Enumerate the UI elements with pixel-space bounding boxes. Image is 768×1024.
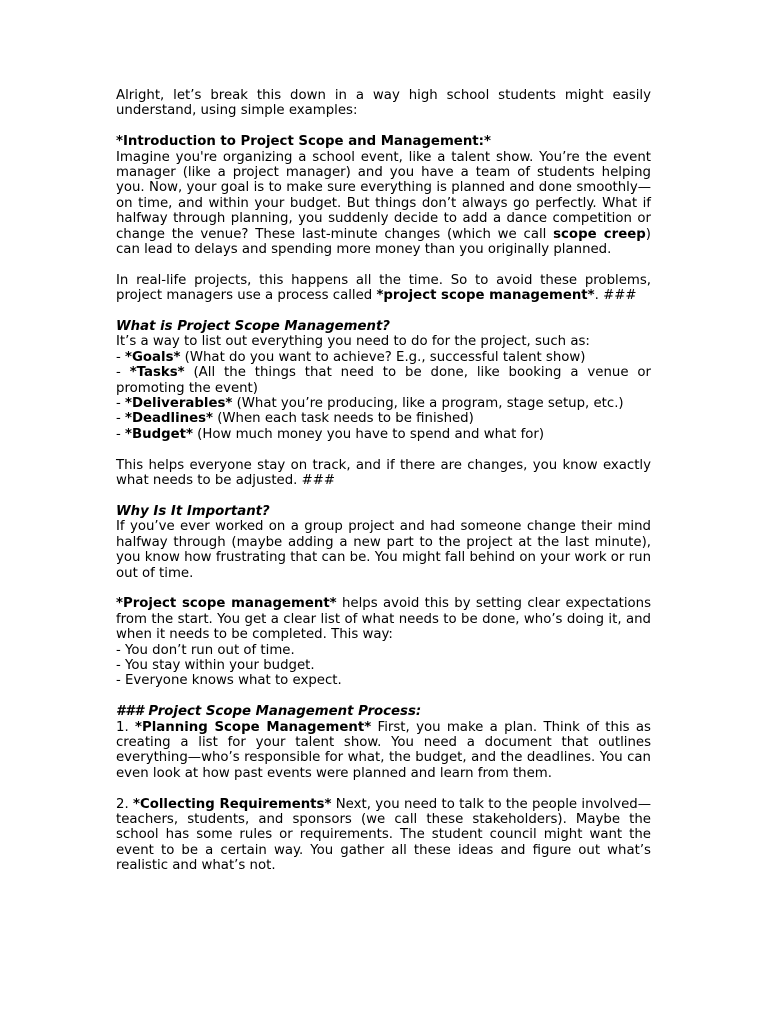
section-heading-process: ### Project Scope Management Process: <box>116 704 422 720</box>
process-step-requirements: 2. *Collecting Requirements* Next, you need to talk to the people involved—teachers, students, and sponsors (we call these stakeholders). Maybe the school has some rules or requirements. The student council might want the event to be a certain way. You gather all these ideas and figure out what’s realistic and what’s not. <box>116 796 651 874</box>
bullet-item: - Everyone knows what to expect. <box>116 673 342 689</box>
list-item-budget: - *Budget* (How much money you have to spend and what for) <box>116 426 545 442</box>
intro-paragraph: Alright, let’s break this down in a way high school students might easily understand, using simple examples: <box>116 88 651 119</box>
real-life-paragraph: In real-life projects, this happens all the time. So to avoid these problems, project managers use a process called *project scope management*. ### <box>116 272 651 304</box>
section-heading-importance: Why Is It Important? <box>116 503 270 519</box>
what-is-lead: It’s a way to list out everything you need to do for the project, such as: <box>116 334 590 350</box>
bullet-item: - You don’t run out of time. <box>116 642 295 658</box>
group-project-paragraph: If you’ve ever worked on a group project and had someone change their mind halfway through (maybe adding a new part to the project at the last minute), you know how frustrating that can be. You might fall behind on your work or run out of time. <box>116 519 651 581</box>
clear-expectations-paragraph: *Project scope management* helps avoid this by setting clear expectations from the start. You get a clear list of what needs to be done, who’s doing it, and when it needs to be completed. This way: <box>116 596 652 643</box>
process-step-planning: 1. *Planning Scope Management* First, you make a plan. Think of this as creating a list for your talent show. You need a document that outlines everything—who’s responsible for what, the budget, and the deadlines. You can even look at how past events were planned and learn from them. <box>116 719 651 781</box>
section-heading-what-is: What is Project Scope Management? <box>116 319 391 335</box>
psm-term: *project scope management* <box>376 288 595 304</box>
document-body <box>116 88 651 874</box>
scope-creep-term: scope creep <box>553 226 646 242</box>
tracking-paragraph: This helps everyone stay on track, and if there are changes, you know exactly what needs to be adjusted. ### <box>116 457 651 489</box>
intro-scope-paragraph: Imagine you're organizing a school event, like a talent show. You’re the event manager (like a project manager) and you have a team of students helping you. Now, your goal is to make sure everything is planned and done smoothly—on time, and within your budget. But things don’t always go perfectly. What if halfway through planning, you suddenly decide to add a dance competition or change the venue? These last-minute changes (which we call scope creep) can lead to delays and spending more money than you originally planned. <box>116 149 651 258</box>
psm-term-2: *Project scope management* <box>116 596 337 612</box>
bullet-item: - You stay within your budget. <box>116 657 315 673</box>
list-item-tasks: - *Tasks* (All the things that need to be done, like booking a venue or promoting the event) <box>116 365 651 396</box>
list-item-deadlines: - *Deadlines* (When each task needs to be finished) <box>116 411 474 427</box>
list-item-deliverables: - *Deliverables* (What you’re producing, like a program, stage setup, etc.) <box>116 396 624 412</box>
list-item-goals: - *Goals* (What do you want to achieve? E.g., successful talent show) <box>116 349 586 365</box>
section-heading-introduction: *Introduction to Project Scope and Management:* <box>116 134 491 150</box>
